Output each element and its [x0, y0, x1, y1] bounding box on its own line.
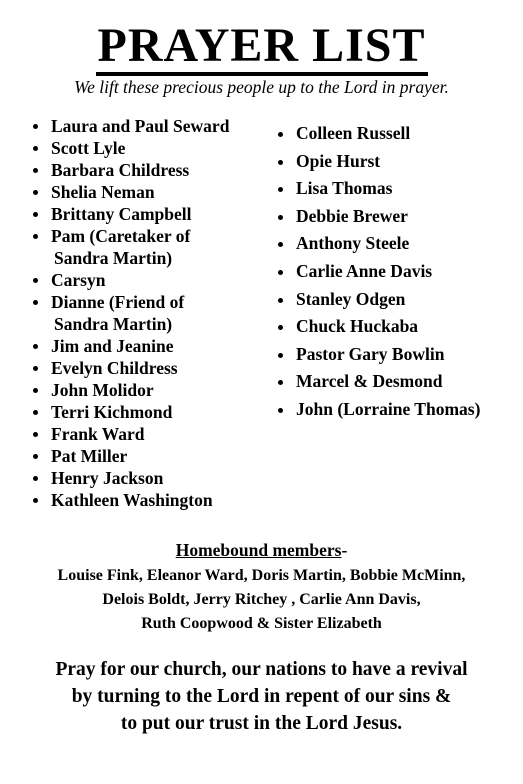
list-item: Pastor Gary Bowlin	[296, 341, 521, 369]
list-item: Debbie Brewer	[296, 203, 521, 231]
homebound-line: Delois Boldt, Jerry Ritchey , Carlie Ann Davis,	[102, 591, 421, 608]
list-item: Henry Jackson	[51, 467, 276, 489]
homebound-heading	[0, 539, 523, 561]
homebound-heading-suffix: -	[341, 540, 348, 560]
list-item: Colleen Russell	[296, 120, 521, 148]
page-subtitle: We lift these precious people up to the Lord in prayer.	[74, 77, 449, 97]
list-item: Pam (Caretaker of Sandra Martin)	[51, 225, 276, 269]
closing-line: by turning to the Lord in repent of our sins &	[71, 686, 452, 707]
prayer-list-left-column	[51, 115, 276, 511]
homebound-line: Ruth Coopwood & Sister Elizabeth	[141, 615, 382, 632]
list-item: Frank Ward	[51, 423, 276, 445]
list-item: Opie Hurst	[296, 148, 521, 176]
list-item: Shelia Neman	[51, 181, 276, 203]
list-item: Terri Kichmond	[51, 401, 276, 423]
list-item: Jim and Jeanine	[51, 335, 276, 357]
list-item: Barbara Childress	[51, 159, 276, 181]
list-item: Brittany Campbell	[51, 203, 276, 225]
list-item: Marcel & Desmond	[296, 368, 521, 396]
closing-line: Pray for our church, our nations to have a revival	[55, 659, 468, 680]
list-item: Chuck Huckaba	[296, 313, 521, 341]
list-item: Kathleen Washington	[51, 489, 276, 511]
list-item: John (Lorraine Thomas)	[296, 396, 521, 424]
list-item: Dianne (Friend of Sandra Martin)	[51, 291, 276, 335]
list-item: Laura and Paul Seward	[51, 115, 276, 137]
list-item: John Molidor	[51, 379, 276, 401]
list-item: Stanley Odgen	[296, 286, 521, 314]
list-item: Scott Lyle	[51, 137, 276, 159]
closing-prayer	[0, 656, 523, 737]
list-item: Pat Miller	[51, 445, 276, 467]
list-item: Anthony Steele	[296, 230, 521, 258]
page-title-text: PRAYER LIST	[96, 19, 428, 76]
homebound-line: Louise Fink, Eleanor Ward, Doris Martin, Bobbie McMinn,	[57, 567, 466, 584]
list-item: Evelyn Childress	[51, 357, 276, 379]
prayer-list-right-column	[296, 120, 521, 424]
homebound-members	[0, 564, 523, 636]
list-item: Carlie Anne Davis	[296, 258, 521, 286]
list-item: Lisa Thomas	[296, 175, 521, 203]
closing-line: to put our trust in the Lord Jesus.	[120, 713, 403, 734]
homebound-heading-text: Homebound members	[175, 540, 342, 560]
list-item: Carsyn	[51, 269, 276, 291]
page-title	[0, 20, 523, 72]
